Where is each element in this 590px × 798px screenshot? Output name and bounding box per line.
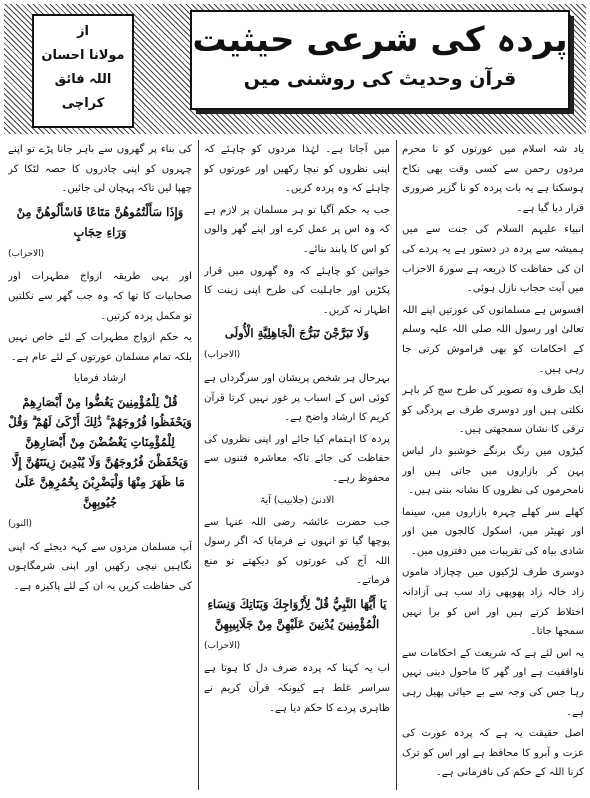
paragraph: ایک طرف وہ تصویر کی طرح سج کر باہر نکلتی ہیں اور دوسری طرف بے پردگی کو ترقی کا نشان سمجھتی ہیں۔	[402, 385, 584, 436]
paragraph: یہ حکم ازواج مطہرات کے لئے خاص نہیں بلکہ تمام مسلمان عورتوں کے لئے عام ہے۔	[8, 332, 192, 363]
quran-verse: وَلَا تَبَرَّجْنَ تَبَرُّجَ الْجَاهِلِيَّةِ الْأُولَى	[224, 326, 370, 341]
author-city: کراچی	[61, 96, 105, 111]
column-left	[8, 140, 192, 790]
paragraph: افسوس ہے مسلمانوں کی عورتیں اپنے اللہ تعالیٰ اور رسول اللہ صلی اللہ علیہ وسلم کے احکامات کو بھی فراموش کرتی جا رہی ہیں۔	[402, 304, 584, 375]
paragraph: یاد شہ اسلام میں عورتوں کو نا محرم مردوں رحمن سے کسی وقت بھی نکاح ہوسکتا ہے یہ بات پردہ کو نا گزیر ضروری قرار دیا گیا ہے۔	[402, 144, 584, 214]
column-right	[402, 140, 584, 790]
paragraph: اور یہی طریقہ ازواج مطہرات اور صحابیات کا تھا کہ وہ جب گھر سے نکلتیں تو مکمل پردہ کرتیں۔	[8, 271, 192, 322]
author-prefix: از	[77, 24, 89, 39]
paragraph: اب یہ کہنا کہ پردہ صرف دل کا ہوتا ہے سراسر غلط ہے کیونکہ قرآن کریم نے ظاہری پردے کا حکم دیا ہے۔	[204, 663, 390, 714]
paragraph: کھلے سر کھلے چہرہ بازاروں میں، سینما اور تھیٹر میں، اسکول کالجوں میں اور شادی بیاہ کی تقریبات میں دفتروں میں۔	[402, 506, 584, 557]
paragraph: خواتین کو چاہئے کہ وہ گھروں میں قرار پکڑیں اور جاہلیت کی طرح اپنی زینت کا اظہار نہ کریں۔	[204, 265, 390, 316]
column-divider	[396, 140, 397, 790]
article-subtitle: قرآن وحدیث کی روشنی میں	[243, 68, 517, 90]
paragraph: جب یہ حکم آگیا تو ہر مسلمان پر لازم ہے کہ وہ اس پر عمل کرے اور اپنے گھر والوں کو اس کا پابند بنائے۔	[204, 204, 390, 255]
article-title: پردہ کی شرعی حیثیت	[192, 20, 568, 60]
paragraph: کپڑوں میں رنگ برنگے خوشبو دار لباس پہن کر بازاروں میں جاتی ہیں اور نامحرموں کی نظروں کا نشانہ بنتی ہیں۔	[402, 445, 584, 497]
quran-verse: يَا أَيُّهَا النَّبِيُّ قُلْ لِأَزْوَاجِكَ وَبَنَاتِكَ وَنِسَاءِ الْمُؤْمِنِينَ يُدْنِينَ عَلَيْهِنَّ مِنْ جَلَابِيبِهِنَّ	[207, 596, 387, 631]
author-box	[32, 14, 134, 128]
paragraph: دوسری طرف لڑکیوں میں چچازاد ماموں زاد خالہ زاد پھوپھی زاد سب ہی آزادانہ اختلاط کرتے ہیں اور اس کو برا نہیں سمجھا جاتا۔	[402, 567, 584, 638]
section-heading: ارشاد فرمایا	[73, 373, 127, 385]
paragraph: اصل حقیقت یہ ہے کہ پردہ عورت کی عزت و آبرو کا محافظ ہے اور اس کو ترک کرنا اللہ کے حکم کی نافرمانی ہے۔	[402, 728, 584, 779]
verse-reference: (الاحزاب)	[204, 350, 241, 361]
author-name: مولانا احسان اللہ فائق	[41, 48, 125, 87]
paragraph: یہ اس لئے ہے کہ شریعت کے احکامات سے ناواقفیت ہے اور گھر کا ماحول دینی نہیں رہا جس کی وجہ سے بے حیائی پھیل رہی ہے۔	[402, 647, 584, 718]
verse-reference: (الاحزاب)	[8, 248, 45, 259]
paragraph: آپ مسلمان مردوں سے کہہ دیجئے کہ اپنی نگاہیں نیچی رکھیں اور اپنی شرمگاہوں کی حفاظت کریں یہ ان کے لئے پاکیزہ ہے۔	[8, 541, 192, 592]
paragraph: بہرحال ہر شخص پریشان اور سرگرداں ہے کوئی اس کے اسباب پر غور نہیں کرتا قرآن کریم کا ارشاد واضح ہے۔	[204, 372, 390, 424]
title-box	[190, 10, 574, 114]
verse-reference: (النور)	[8, 518, 32, 529]
paragraph: جب حضرت عائشہ رضی اللہ عنہا سے پوچھا گیا تو انہوں نے فرمایا کہ اگر رسول اللہ آج کی عورتوں کو دیکھتے تو منع فرماتے۔	[204, 516, 390, 587]
article-header	[4, 4, 586, 134]
title-frame	[190, 10, 570, 110]
quran-verse: قُلْ لِلْمُؤْمِنِينَ يَغُضُّوا مِنْ أَبْصَارِهِمْ وَيَحْفَظُوا فُرُوجَهُمْ ۚ ذَٰلِكَ أَزْكَىٰ لَهُمْ ۗ وَقُلْ لِلْمُؤْمِنَاتِ يَغْضُضْنَ مِنْ أَبْصَارِهِنَّ وَيَحْفَظْنَ فُرُوجَهُنَّ وَلَا يُبْدِينَ زِينَتَهُنَّ إِلَّا مَا ظَهَرَ مِنْهَا وَلْيَضْرِبْنَ بِخُمُرِهِنَّ عَلَىٰ جُيُوبِهِنَّ	[8, 394, 192, 509]
vocab-line: الادنیٰ (جلابیب) آیۃ	[259, 494, 335, 506]
paragraph: پردہ کا اہتمام کیا جائے اور اپنی نظروں کی حفاظت کی جائے تاکہ معاشرہ فتنوں سے محفوظ رہے۔	[204, 433, 390, 484]
verse-reference: (الاحزاب)	[204, 640, 241, 651]
quran-verse: وَإِذَا سَأَلْتُمُوهُنَّ مَتَاعًا فَاسْأَلُوهُنَّ مِنْ وَرَاءِ حِجَابٍ	[16, 204, 184, 239]
column-divider	[198, 140, 199, 790]
paragraph: میں آجاتا ہے۔ لہٰذا مردوں کو چاہئے کہ اپنی نظروں کو نیچا رکھیں اور عورتوں کو چاہئے کہ وہ پردہ کریں۔	[204, 144, 390, 195]
column-middle	[204, 140, 390, 790]
paragraph: کی بناء پر گھروں سے باہر جانا پڑے تو اپنے چہروں کو اپنی چادروں کا حصہ لٹکا کر چھپا لیں تاکہ پہچان لی جائیں۔	[8, 144, 192, 195]
paragraph: انبیاء علیہم السلام کی جنت سے میں ہمیشہ سے پردہ در دستور ہے یہ پردے کی ان کی حفاظت کا ذریعہ ہے سورۃ الاحزاب میں آیت حجاب نازل ہوئی۔	[402, 224, 584, 295]
